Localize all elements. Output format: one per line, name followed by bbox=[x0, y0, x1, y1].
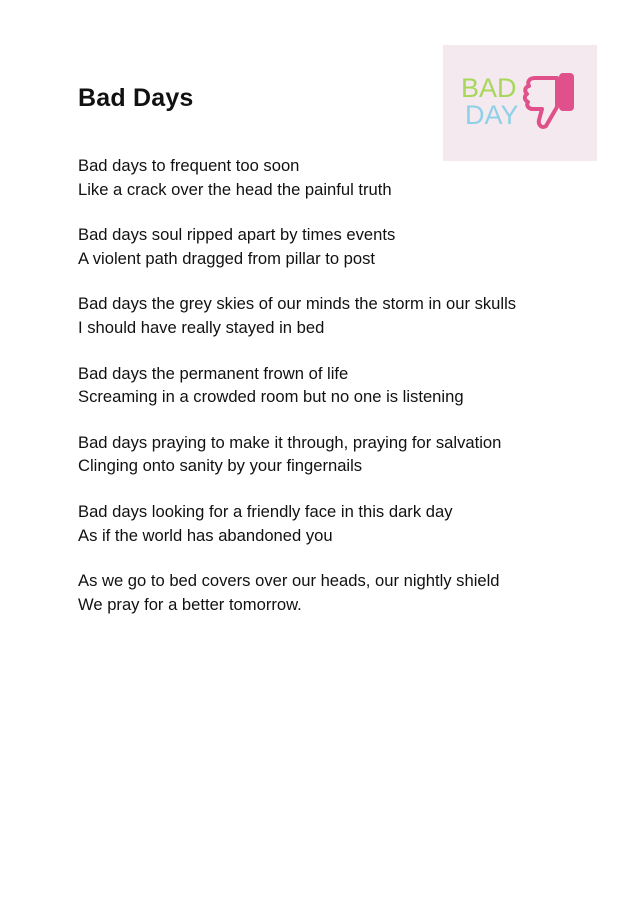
stanza bbox=[78, 292, 598, 339]
poem-line: Bad days soul ripped apart by times events bbox=[78, 225, 396, 245]
stanza bbox=[78, 569, 598, 616]
poem-title: Bad Days bbox=[78, 84, 194, 112]
poem-line: Bad days looking for a friendly face in this dark day bbox=[78, 501, 453, 521]
bad-day-logo-graphic bbox=[443, 45, 597, 161]
poem-line: As if the world has abandoned you bbox=[78, 525, 333, 545]
stanza bbox=[78, 223, 598, 270]
poem-line: A violent path dragged from pillar to post bbox=[78, 248, 376, 268]
poem-body bbox=[78, 154, 598, 638]
logo-word-bad: BAD bbox=[461, 73, 517, 103]
poem-line: We pray for a better tomorrow. bbox=[78, 594, 302, 614]
poem-line: I should have really stayed in bed bbox=[78, 317, 325, 337]
poem-line: Bad days praying to make it through, praying for salvation bbox=[78, 432, 502, 452]
poem-line: Bad days the permanent frown of life bbox=[78, 363, 349, 383]
stanza bbox=[78, 500, 598, 547]
bad-day-logo bbox=[443, 45, 597, 161]
stanza bbox=[78, 362, 598, 409]
poem-line: Bad days the grey skies of our minds the storm in our skulls bbox=[78, 294, 517, 314]
poem-line: Clinging onto sanity by your fingernails bbox=[78, 456, 363, 476]
poem-line: Like a crack over the head the painful truth bbox=[78, 179, 392, 199]
logo-word-day: DAY bbox=[465, 100, 519, 130]
poem-line: Bad days to frequent too soon bbox=[78, 156, 300, 175]
stanza bbox=[78, 431, 598, 478]
poem-line: Screaming in a crowded room but no one is listening bbox=[78, 387, 464, 407]
poem-line: As we go to bed covers over our heads, our nightly shield bbox=[78, 571, 500, 591]
stanza bbox=[78, 154, 598, 201]
